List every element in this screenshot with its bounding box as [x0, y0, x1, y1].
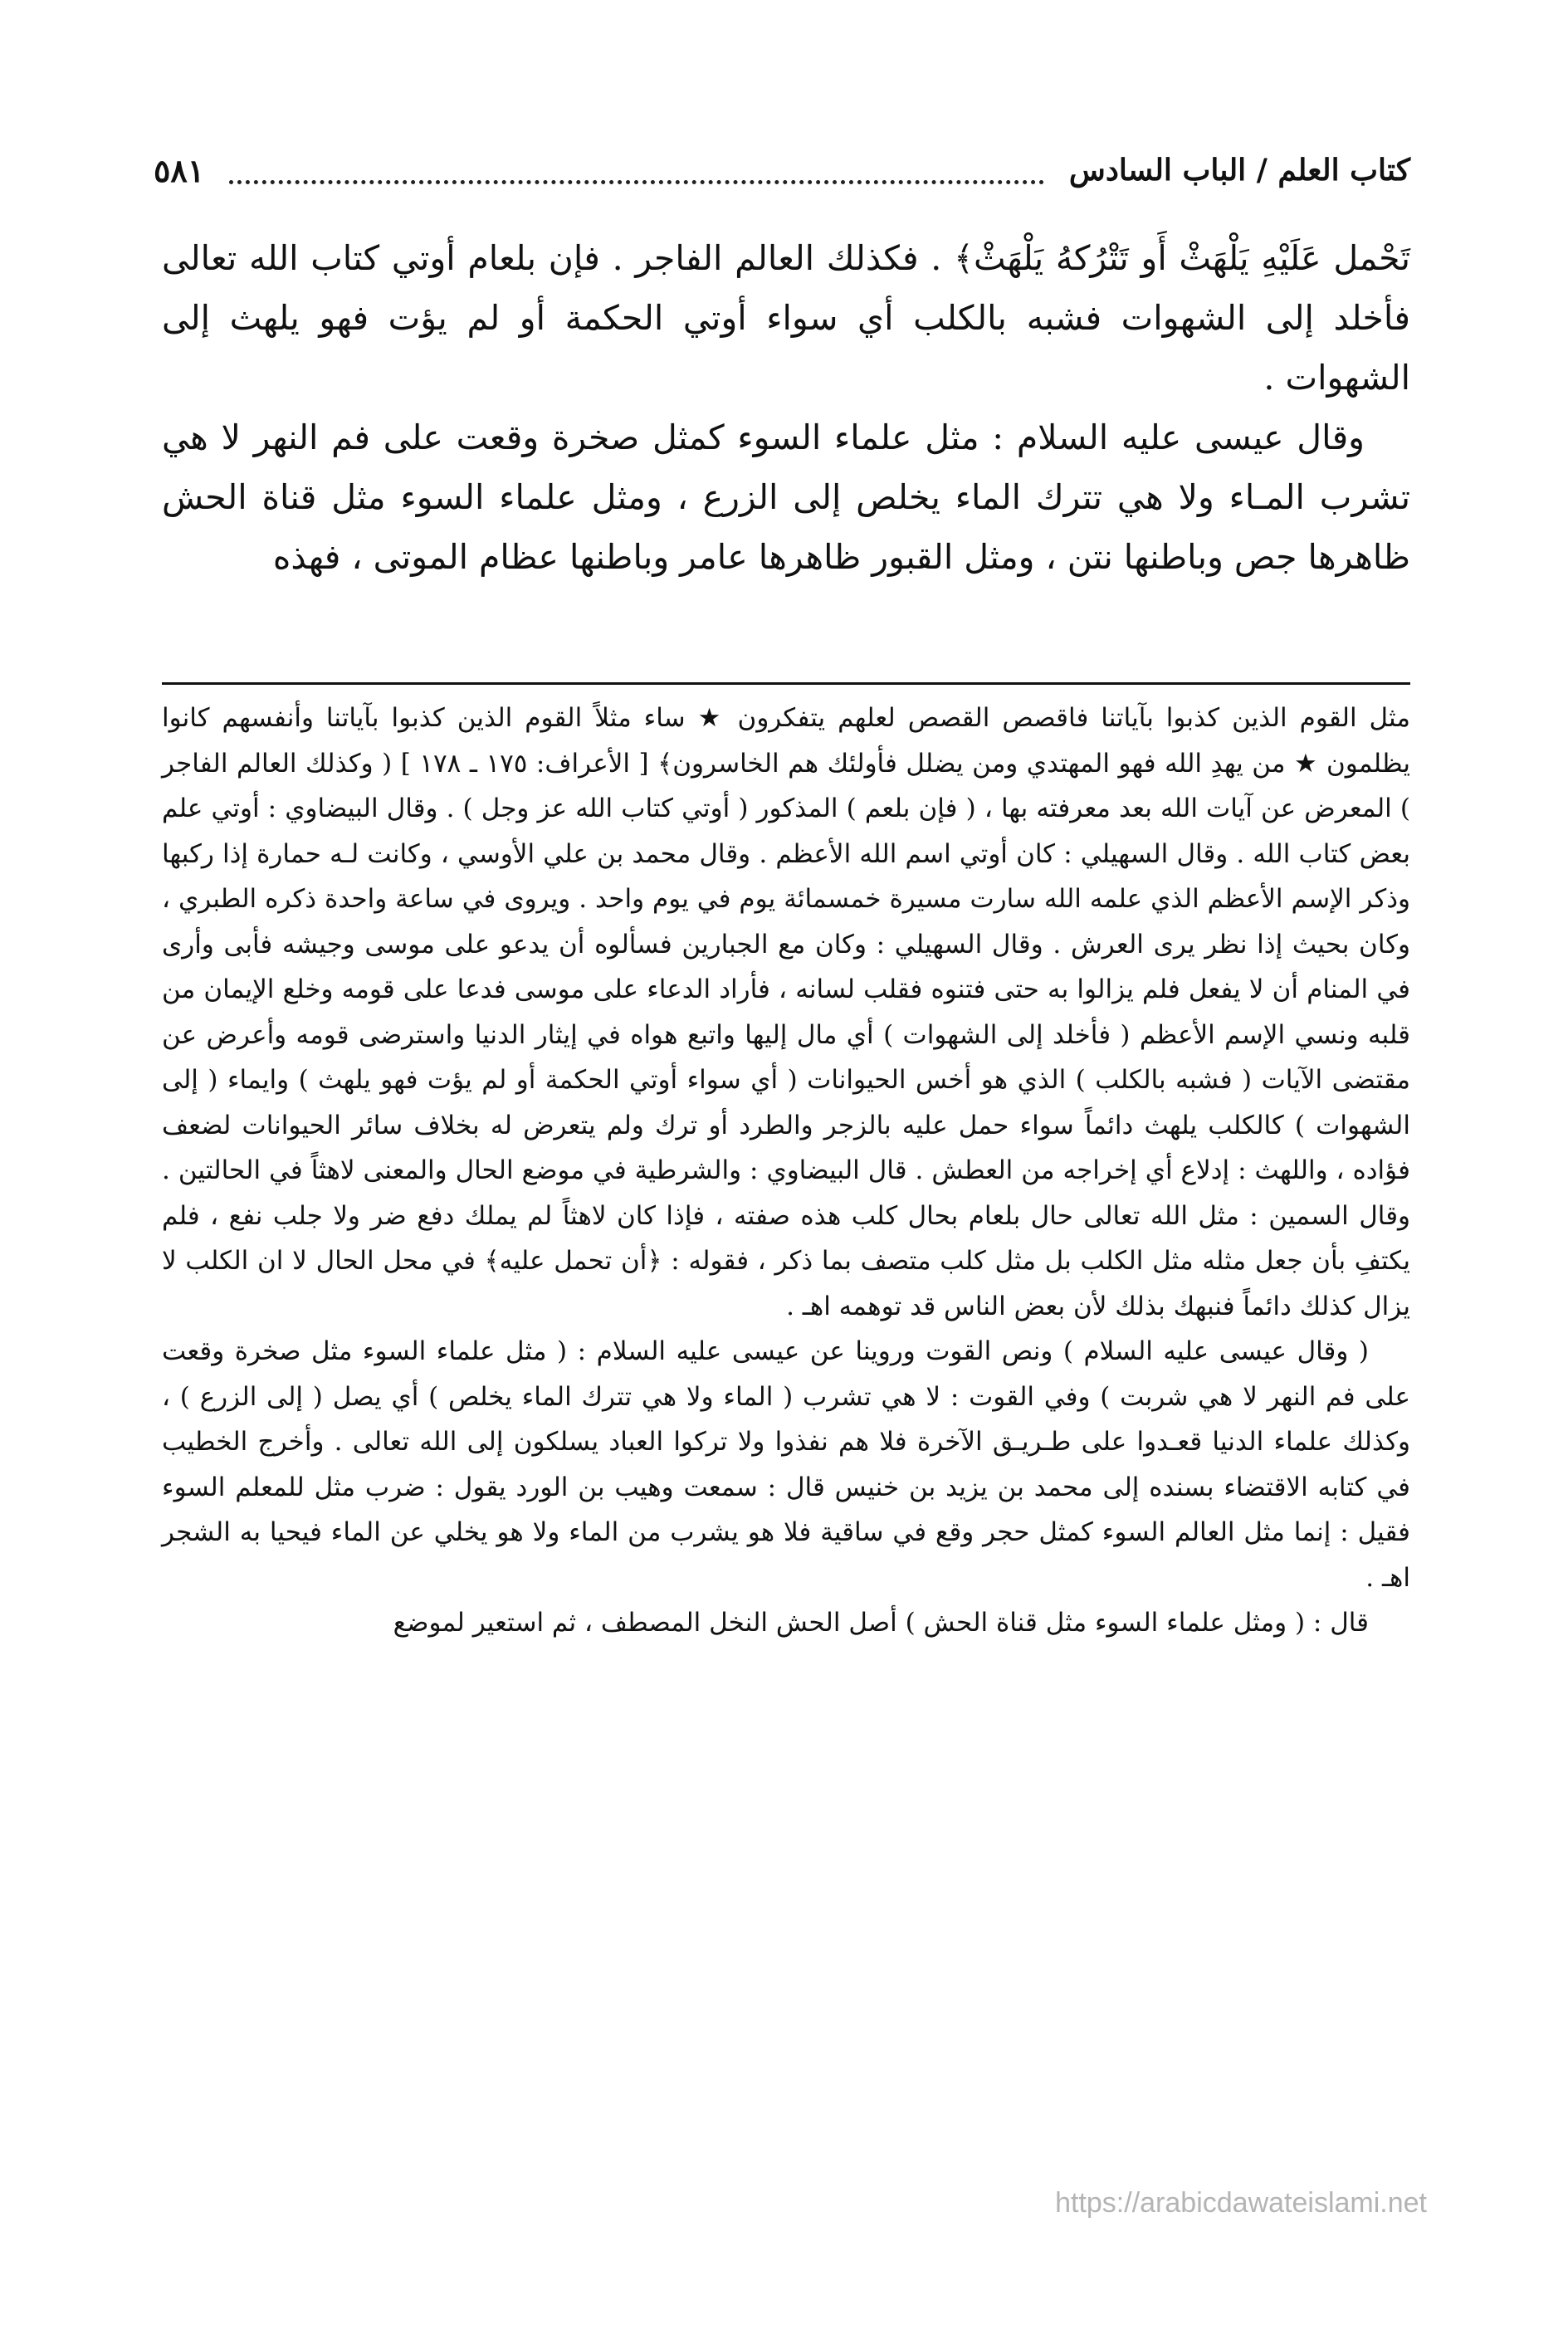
page-number: ٥٨١: [154, 151, 205, 189]
commentary-paragraph: قال : ( ومثل علماء السوء مثل قناة الحش ) أصل الحش النخل المصطف ، ثم استعير لموضع: [393, 1608, 1369, 1638]
commentary-footnotes: [162, 696, 1410, 1646]
footnote-divider: [162, 682, 1410, 685]
main-paragraph: وقال عيسى عليه السلام : مثل علماء السوء كمثل صخرة وقعت على فم النهر لا هي تشرب المـاء ولا هي تترك الماء يخلص إلى الزرع ، ومثل علماء السوء مثل قناة الحش ظاهرها جص وباطنها نتن ، ومثل القبور ظاهرها عامر وباطنها عظام الموتى ، فهذه: [162, 418, 1410, 577]
main-paragraph: تَحْمل عَلَيْهِ يَلْهَثْ أَو تَتْرُكهُ يَلْهَثْ﴾ . فكذلك العالم الفاجر . فإن بلعام أوتي كتاب الله تعالى فأخلد إلى الشهوات فشبه بالكلب أي سواء أوتي الحكمة أو لم يؤت فهو يلهث إلى الشهوات .: [162, 238, 1410, 398]
leader-dots: [229, 172, 1044, 184]
watermark-url: https://arabicdawateislami.net: [1055, 2187, 1427, 2219]
commentary-paragraph: ( وقال عيسى عليه السلام ) ونص القوت وروينا عن عيسى عليه السلام : ( مثل علماء السوء مثل صخرة وقعت على فم النهر لا هي شربت ) وفي القوت : لا هي تشرب ( الماء ولا هي تترك الماء يخلص ) أي يصل ( إلى الزرع ) ، وكذلك علماء الدنيا قعـدوا على طـريـق الآخرة فلا هم نفذوا ولا تركوا العباد يسلكون إلى الله تعالى . وأخرج الخطيب في كتابه الاقتضاء بسنده إلى محمد بن يزيد بن خنيس قال : سمعت وهيب بن الورد يقول : ضرب مثل للمعلم السوء فقيل : إنما مثل العالم السوء كمثل حجر وقع في ساقية فلا هو يشرب من الماء ولا هو يخلي عن الماء فيحيا به الشجر اهـ .: [162, 1336, 1410, 1593]
commentary-paragraph: مثل القوم الذين كذبوا بآياتنا فاقصص القصص لعلهم يتفكرون ★ ساء مثلاً القوم الذين كذبوا بآياتنا وأنفسهم كانوا يظلمون ★ من يهدِ الله فهو المهتدي ومن يضلل فأولئك هم الخاسرون﴾ [ الأعراف: ١٧٥ ـ ١٧٨ ] ( وكذلك العالم الفاجر ) المعرض عن آيات الله بعد معرفته بها ، ( فإن بلعم ) المذكور ( أوتي كتاب الله عز وجل ) . وقال البيضاوي : أوتي علم بعض كتاب الله . وقال السهيلي : كان أوتي اسم الله الأعظم . وقال محمد بن علي الأوسي ، وكانت لـه حمارة إذا ركبها وذكر الإسم الأعظم الذي علمه الله سارت مسيرة خمسمائة يوم في يوم واحد . ويروى في ساعة واحدة ذكره الطبري ، وكان بحيث إذا نظر يرى العرش . وقال السهيلي : وكان مع الجبارين فسألوه أن يدعو على موسى وجيشه فأبى وأرى في المنام أن لا يفعل فلم يزالوا به حتى فتنوه فقلب لسانه ، فأراد الدعاء على موسى فدعا على قومه وخلع الإيمان من قلبه ونسي الإسم الأعظم ( فأخلد إلى الشهوات ) أي مال إليها واتبع هواه في إيثار الدنيا واسترضى قومه وأعرض عن مقتضى الآيات ( فشبه بالكلب ) الذي هو أخس الحيوانات ( أي سواء أوتي الحكمة أو لم يؤت فهو يلهث ) وايماء ( إلى الشهوات ) كالكلب يلهث دائماً سواء حمل عليه بالزجر والطرد أو ترك ولم يتعرض له بخلاف سائر الحيوانات لضعف فؤاده ، واللهث : إدلاع أي إخراجه من العطش . قال البيضاوي : والشرطية في موضع الحال والمعنى لاهثاً في الحالتين . وقال السمين : مثل الله تعالى حال بلعام بحال كلب هذه صفته ، فإذا كان لاهثاً لم يملك دفع ضر ولا جلب نفع ، فلم يكتفِ بأن جعل مثله مثل الكلب بل مثل كلب متصف بما ذكر ، فقوله : ﴿أن تحمل عليه﴾ في محل الحال لا ان الكلب لا يزال كذلك دائماً فنبهك بذلك لأن بعض الناس قد توهمه اهـ .: [162, 703, 1410, 1321]
chapter-title: كتاب العلم / الباب السادس: [1068, 153, 1410, 188]
running-header: [154, 145, 1410, 195]
main-text: [162, 228, 1410, 587]
